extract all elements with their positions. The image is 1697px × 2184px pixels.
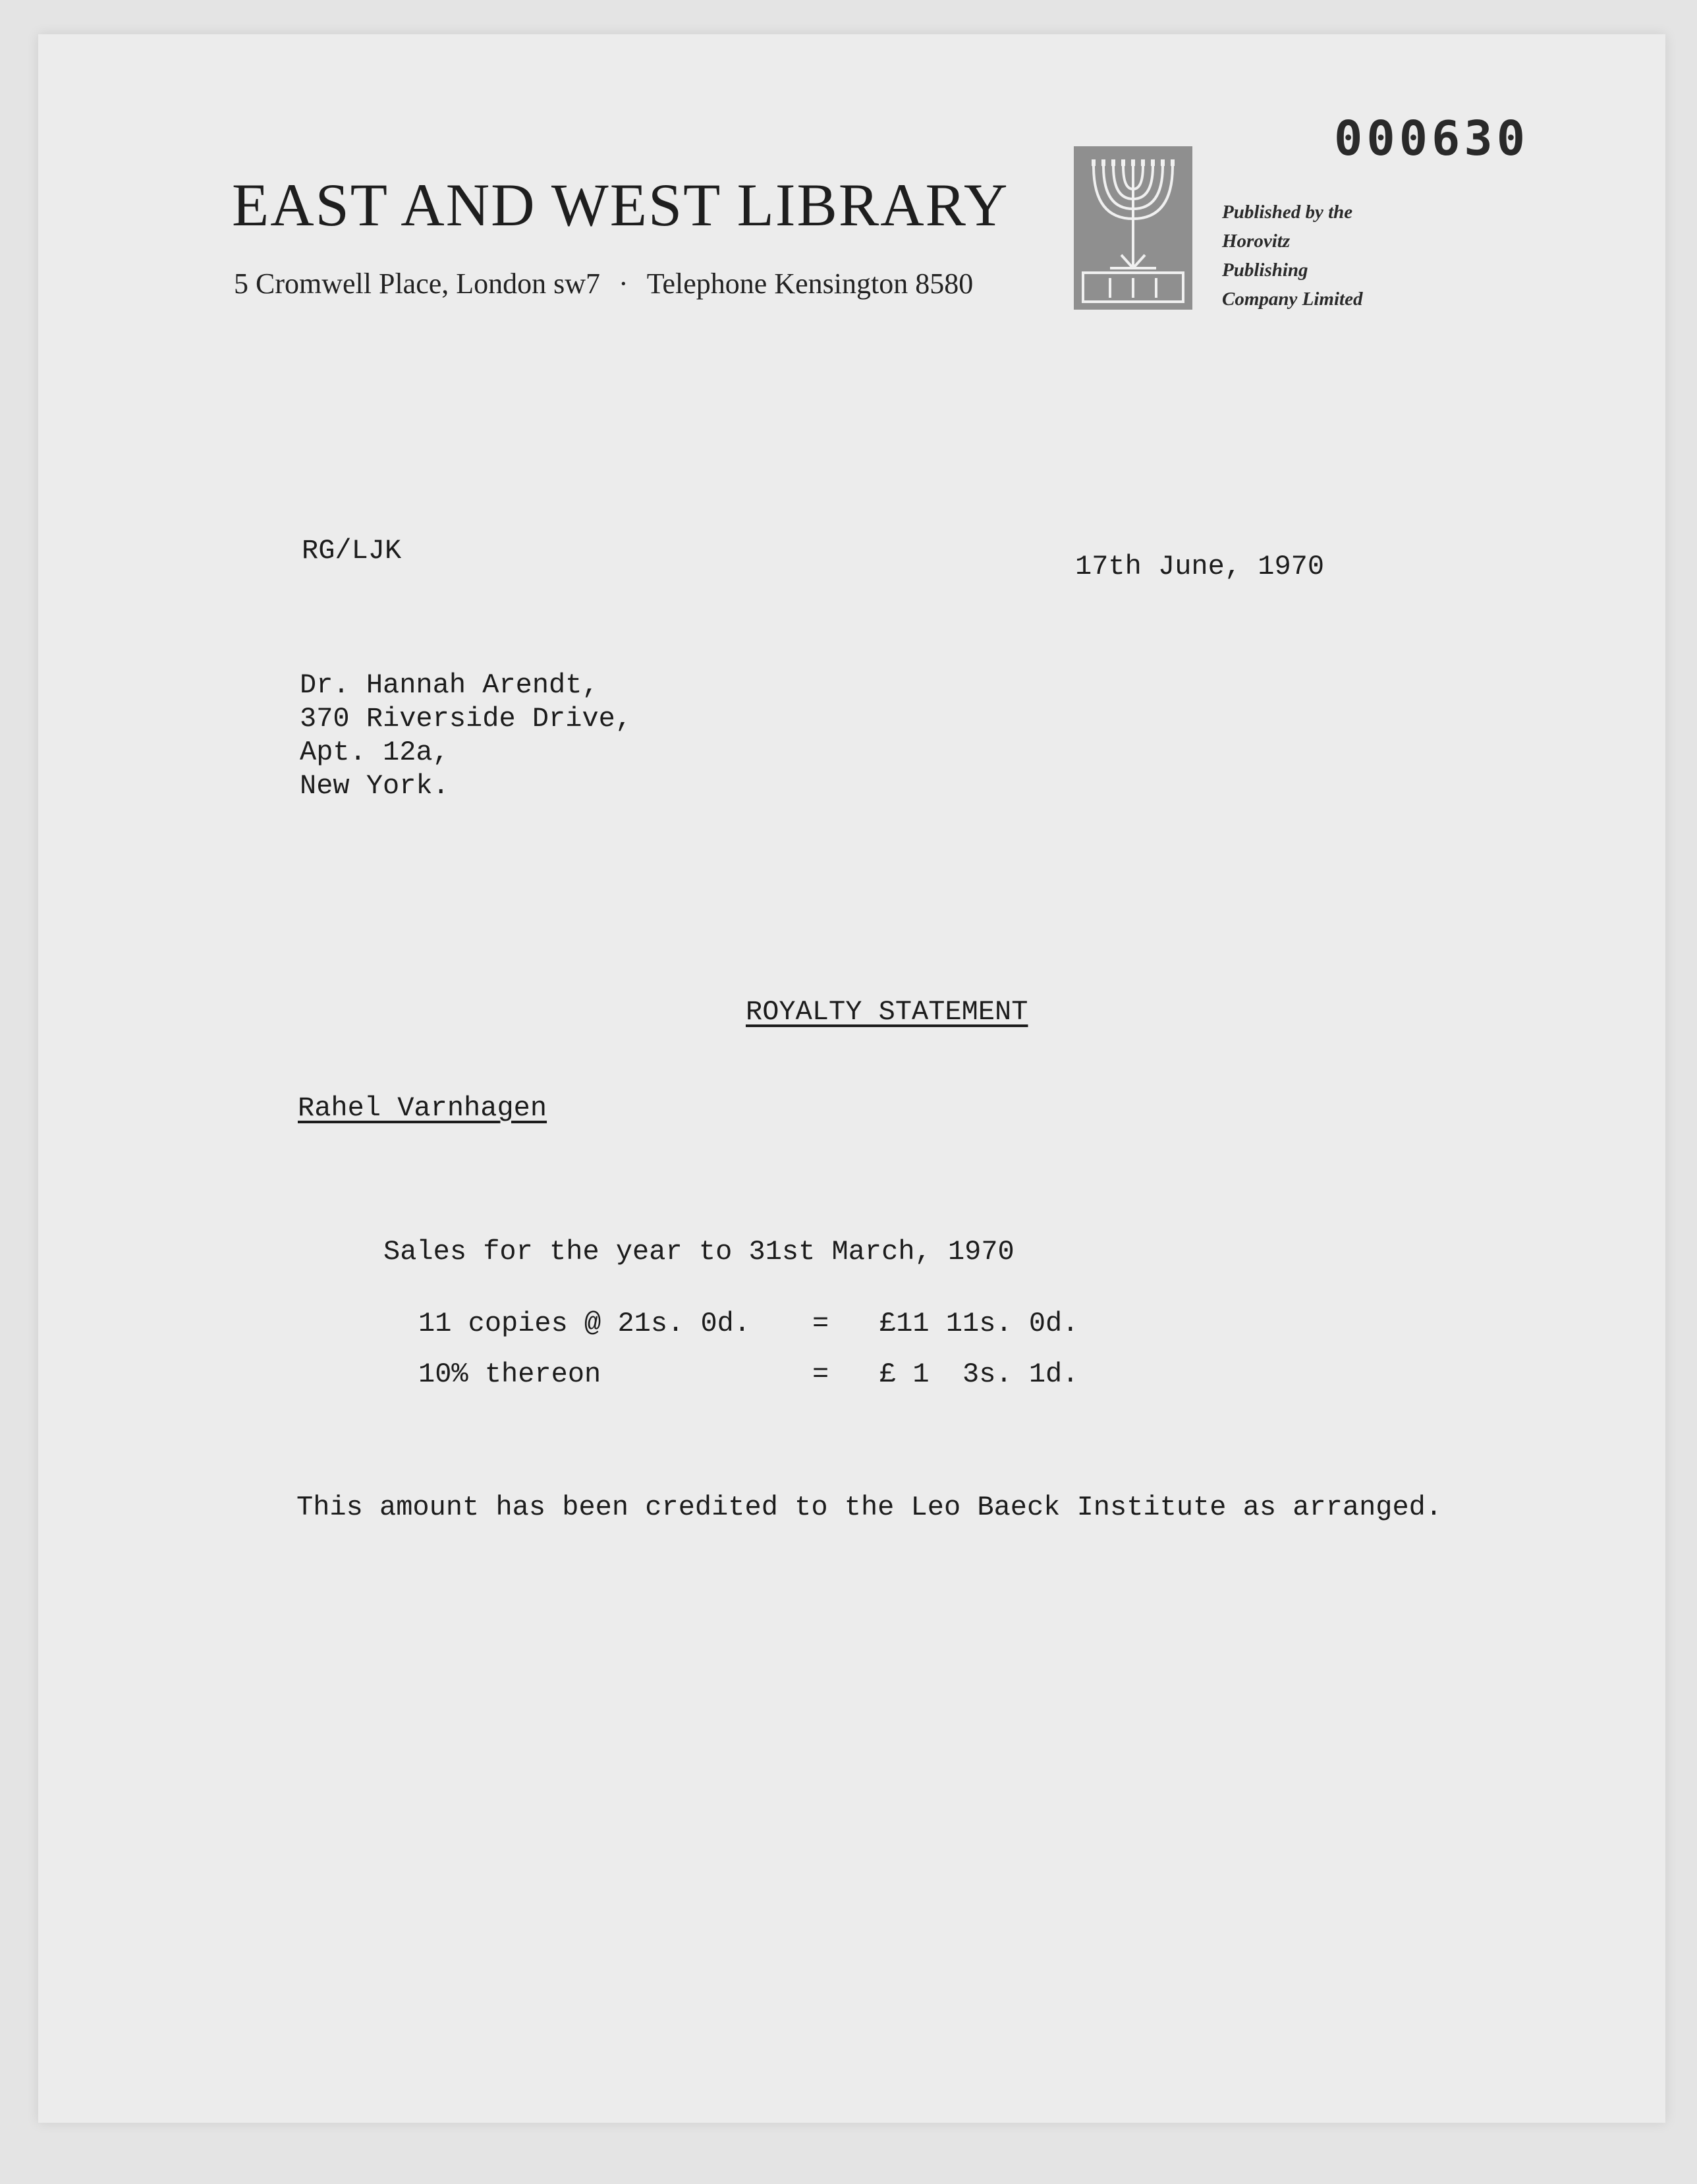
street-address: 5 Cromwell Place, London sw7 <box>234 267 601 300</box>
publisher-line: Company Limited <box>1222 289 1363 310</box>
menorah-icon <box>1074 146 1192 310</box>
publisher-line: Horovitz <box>1222 231 1291 252</box>
line-item-amount: £11 11s. 0d. <box>879 1308 1079 1339</box>
recipient-line: New York. <box>300 770 449 802</box>
line-item-description: 10% thereon <box>418 1358 601 1390</box>
letter-page <box>38 34 1665 2123</box>
line-item-equals: = <box>812 1358 829 1390</box>
publisher-line: Published by the <box>1222 202 1353 223</box>
telephone-number: Telephone Kensington 8580 <box>646 267 974 300</box>
serial-number: 000630 <box>1334 111 1530 166</box>
line-item-amount: £ 1 3s. 1d. <box>879 1358 1079 1390</box>
address-separator: · <box>619 267 628 300</box>
recipient-line: Dr. Hannah Arendt, <box>300 669 599 701</box>
reference-code: RG/LJK <box>302 535 402 567</box>
library-name: EAST AND WEST LIBRARY <box>232 171 1009 238</box>
recipient-line: 370 Riverside Drive, <box>300 703 632 735</box>
publisher-credit <box>1222 198 1362 314</box>
book-title: Rahel Varnhagen <box>298 1092 547 1124</box>
recipient-line: Apt. 12a, <box>300 737 449 768</box>
line-item-equals: = <box>812 1308 829 1339</box>
statement-heading: ROYALTY STATEMENT <box>746 996 1028 1028</box>
sales-period: Sales for the year to 31st March, 1970 <box>383 1236 1015 1268</box>
line-item-description: 11 copies @ 21s. 0d. <box>418 1308 751 1339</box>
letterhead-address-line <box>234 267 973 300</box>
letter-date: 17th June, 1970 <box>1075 551 1325 582</box>
closing-note: This amount has been credited to the Leo Baeck Institute as arranged. <box>296 1492 1443 1523</box>
publisher-line: Publishing <box>1222 260 1308 281</box>
recipient-address <box>300 669 632 803</box>
